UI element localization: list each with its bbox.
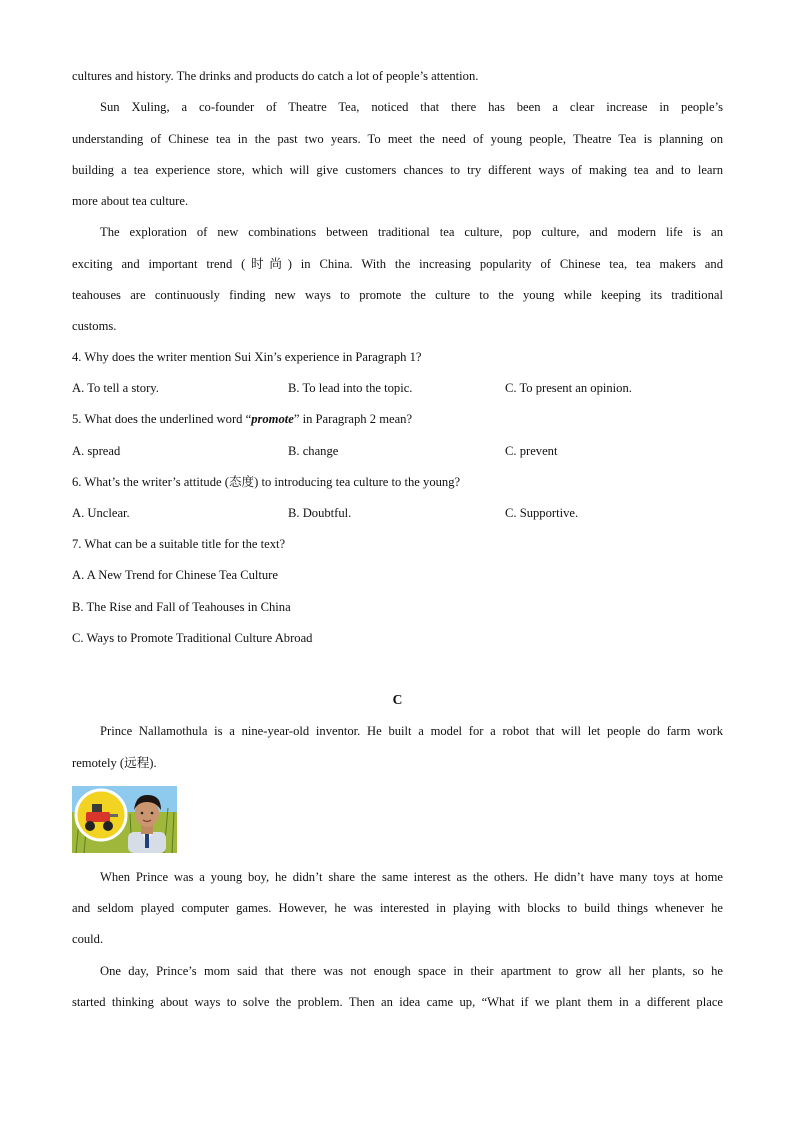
question-5-option-a: A. spread bbox=[72, 444, 121, 458]
question-6-option-b: B. Doubtful. bbox=[288, 506, 352, 520]
question-6-stem: 6. What’s the writer’s attitude (态度) to introducing tea culture to the young? bbox=[72, 475, 461, 489]
passage-c-text: Prince Nallamothula is a nine-year-old inventor. He built a model for a robot that will let people do farm work bbox=[100, 724, 723, 738]
passage-c-text: and seldom played computer games. However, he was interested in playing with blocks to build things whenever he bbox=[72, 901, 723, 915]
passage-b-text: more about tea culture. bbox=[72, 194, 189, 208]
question-4-option-c: C. To present an opinion. bbox=[505, 381, 632, 395]
passage-b-text: customs. bbox=[72, 319, 117, 333]
passage-c-heading: C bbox=[392, 692, 403, 707]
question-7-option-c: C. Ways to Promote Traditional Culture Abroad bbox=[72, 631, 313, 645]
inventor-illustration bbox=[72, 786, 177, 853]
passage-b-text: The exploration of new combinations between traditional tea culture, pop culture, and modern life is an bbox=[100, 225, 723, 239]
passage-c-text: started thinking about ways to solve the problem. Then an idea came up, “What if we plant them in a different place bbox=[72, 995, 723, 1009]
question-4-option-b: B. To lead into the topic. bbox=[288, 381, 413, 395]
inventor-photo bbox=[72, 786, 177, 853]
question-6-option-c: C. Supportive. bbox=[505, 506, 579, 520]
question-7-option-a: A. A New Trend for Chinese Tea Culture bbox=[72, 568, 278, 582]
underlined-word: promote bbox=[251, 412, 294, 426]
passage-c-text: remotely (远程). bbox=[72, 756, 157, 770]
passage-c-text: One day, Prince’s mom said that there was not enough space in their apartment to grow all her plants, so he bbox=[100, 964, 723, 978]
question-5-stem-before: 5. What does the underlined word “ bbox=[72, 412, 252, 426]
question-7-stem: 7. What can be a suitable title for the text? bbox=[72, 537, 286, 551]
passage-b-text: teahouses are continuously finding new ways to promote the culture to the young while keeping its traditional bbox=[72, 288, 723, 302]
question-5-stem bbox=[72, 411, 723, 427]
question-4-option-a: A. To tell a story. bbox=[72, 381, 159, 395]
passage-b-text: cultures and history. The drinks and products do catch a lot of people’s attention. bbox=[72, 69, 479, 83]
passage-b-text: Sun Xuling, a co-founder of Theatre Tea, noticed that there has been a clear increase in people’s bbox=[100, 100, 723, 114]
passage-b-text: understanding of Chinese tea in the past two years. To meet the need of young people, Theatre Tea is planning on bbox=[72, 132, 723, 146]
question-5-stem-after: ” in Paragraph 2 mean? bbox=[293, 412, 413, 426]
question-7-option-b: B. The Rise and Fall of Teahouses in China bbox=[72, 600, 291, 614]
passage-b-text: building a tea experience store, which will give customers chances to try different ways of making tea and to learn bbox=[72, 163, 723, 177]
question-5-option-b: B. change bbox=[288, 444, 339, 458]
passage-c-text: could. bbox=[72, 932, 104, 946]
passage-b-text: exciting and important trend (时尚) in China. With the increasing popularity of Chinese tea, tea makers and bbox=[72, 257, 723, 271]
question-4-stem: 4. Why does the writer mention Sui Xin’s experience in Paragraph 1? bbox=[72, 350, 422, 364]
passage-c-text: When Prince was a young boy, he didn’t share the same interest as the others. He didn’t have many toys at home bbox=[100, 870, 723, 884]
question-5-option-c: C. prevent bbox=[505, 444, 558, 458]
question-6-option-a: A. Unclear. bbox=[72, 506, 130, 520]
